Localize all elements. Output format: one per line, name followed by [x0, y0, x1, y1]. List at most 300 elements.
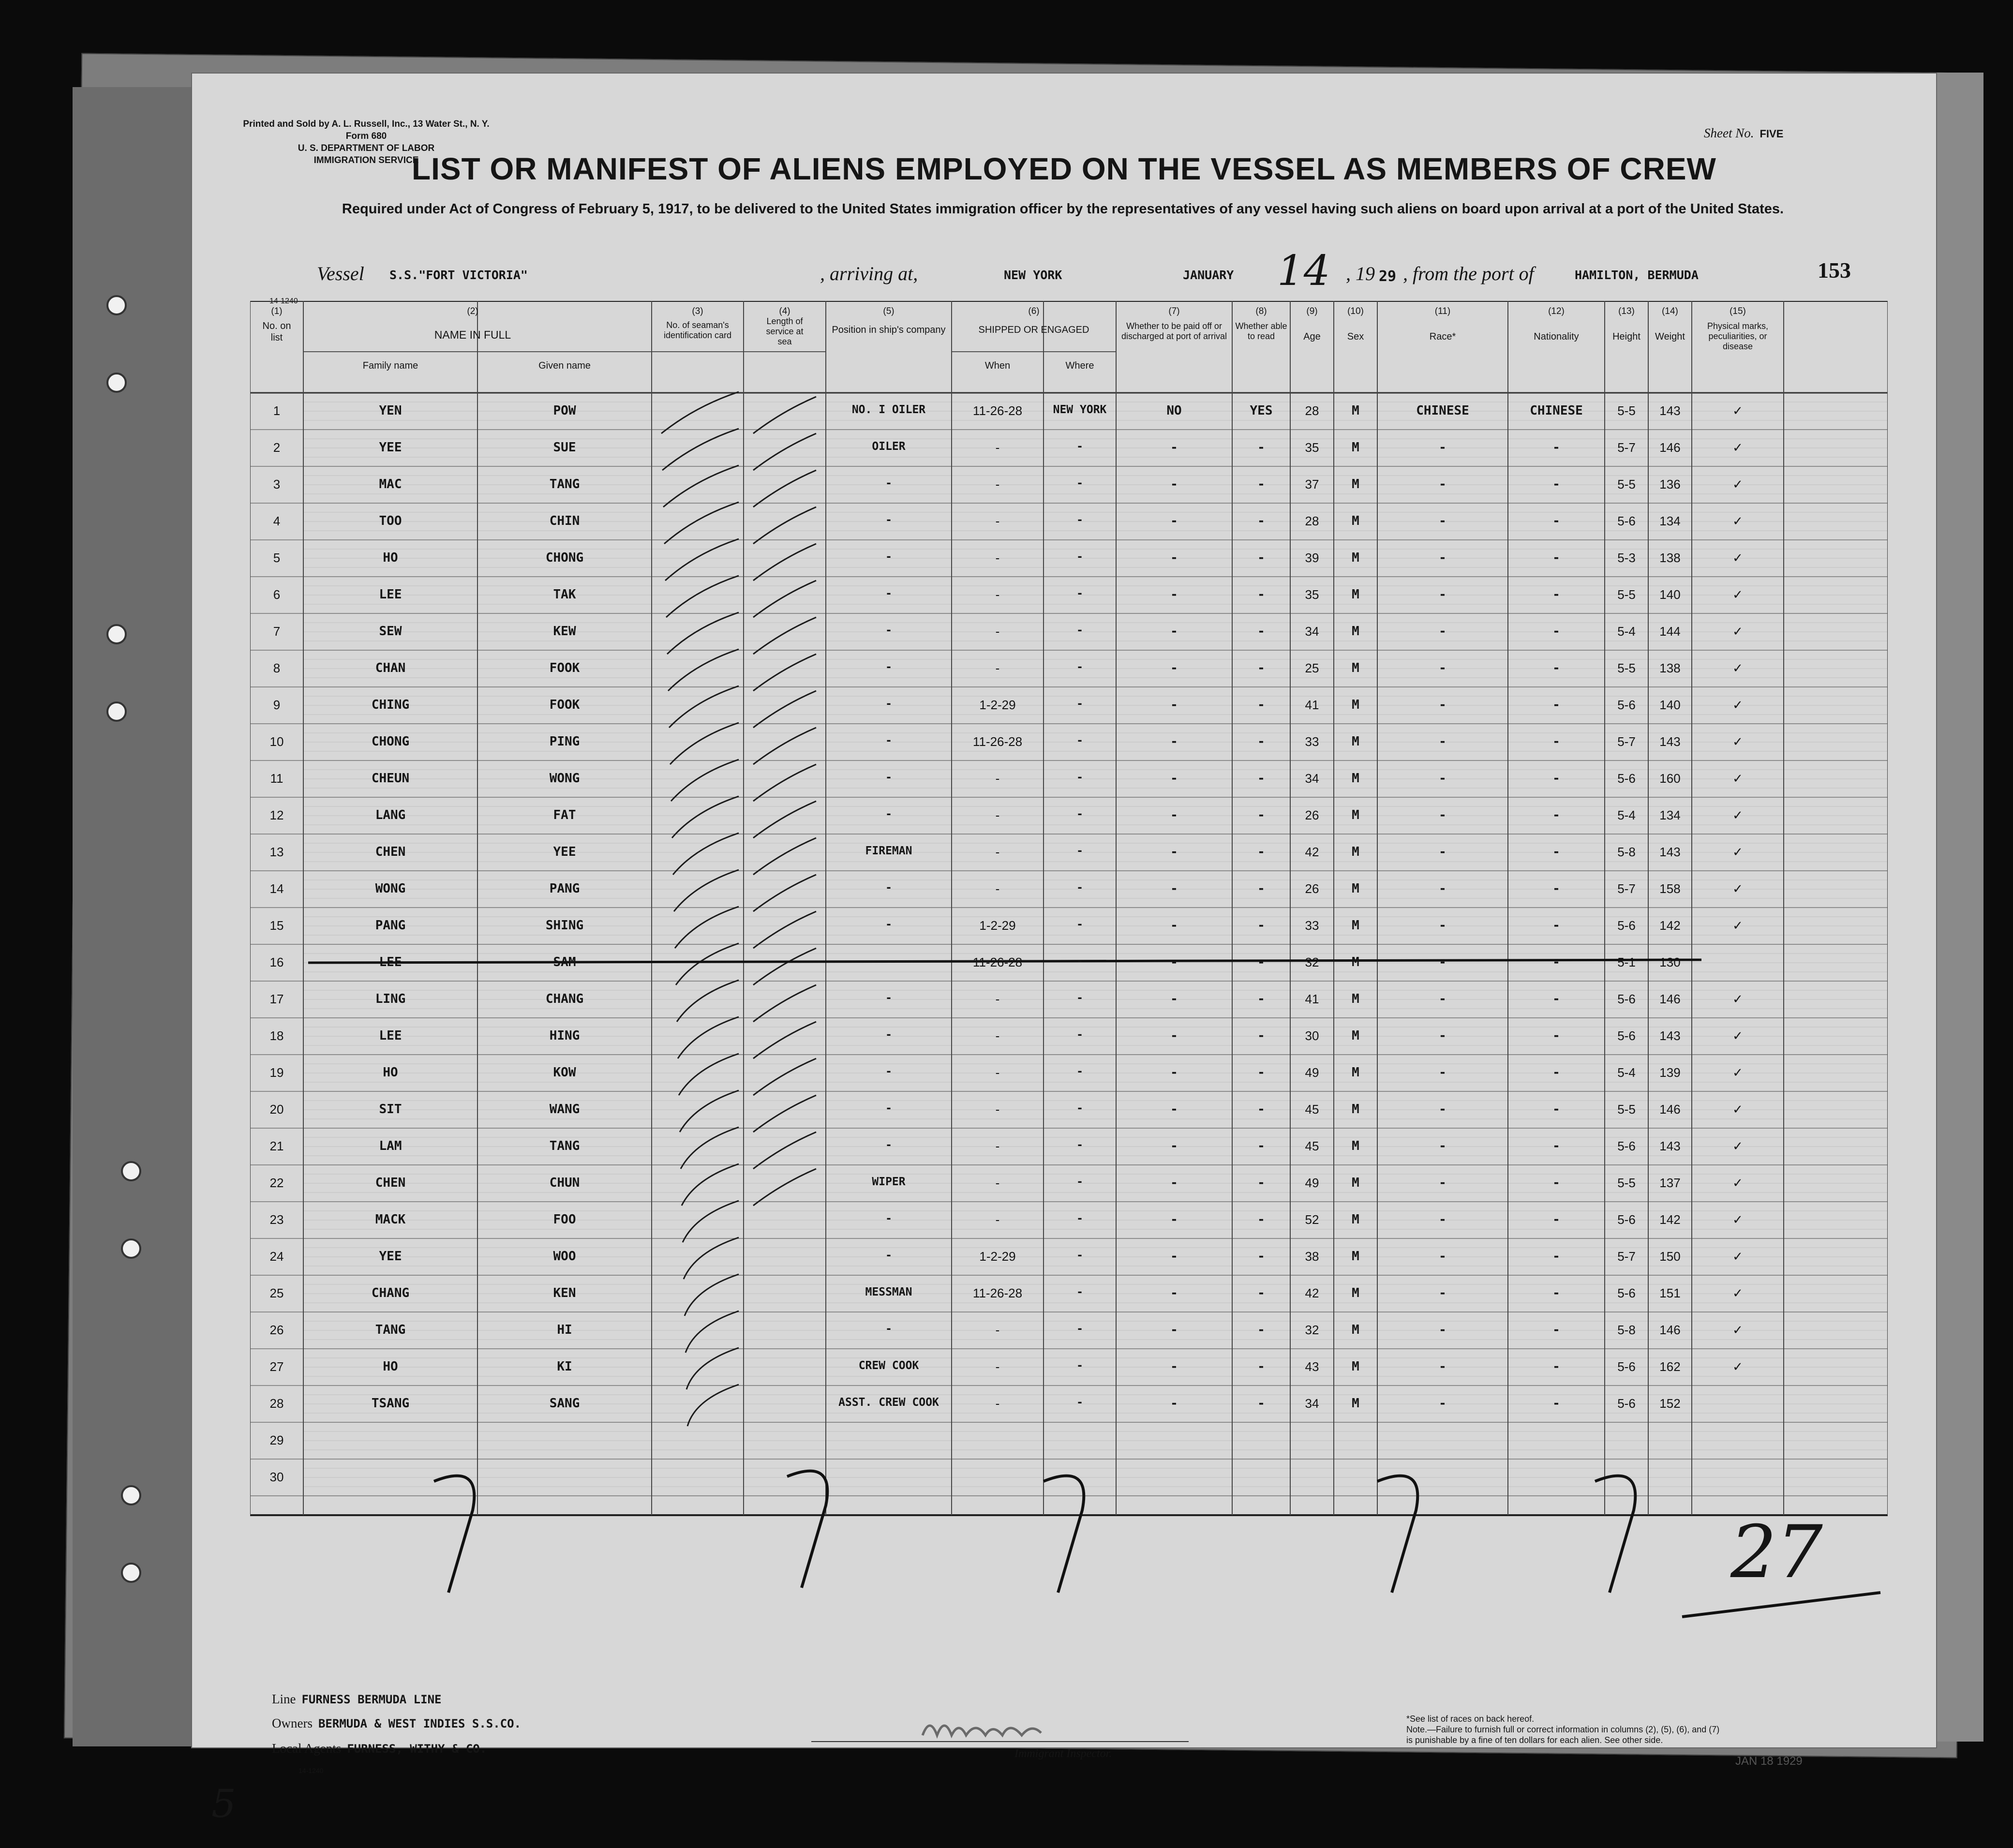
able-to-read: - [1257, 1249, 1265, 1264]
shipped-where: - [1076, 1102, 1083, 1115]
row-number: 25 [269, 1286, 284, 1300]
header-able-read: Whether able to read [1235, 321, 1287, 341]
given-name: HI [557, 1323, 572, 1337]
sex: M [1352, 992, 1359, 1006]
weight: 142 [1659, 918, 1681, 933]
sex: M [1352, 477, 1359, 492]
shipped-when: - [995, 661, 1000, 675]
shipped-when: - [995, 808, 1000, 822]
paid-off: - [1170, 1028, 1178, 1043]
row-number: 29 [269, 1433, 284, 1447]
position: - [885, 551, 892, 563]
height: 5-6 [1617, 1396, 1636, 1411]
position: - [885, 992, 892, 1004]
crew-table [250, 301, 1888, 1631]
able-to-read: - [1257, 587, 1265, 602]
family-name: TOO [379, 514, 402, 528]
sex: M [1352, 1028, 1359, 1043]
nationality: - [1552, 771, 1560, 786]
col-10-number: (10) [1347, 306, 1364, 316]
row-number: 7 [273, 624, 281, 639]
physical-mark: ✓ [1732, 808, 1743, 822]
shipped-where: - [1076, 1139, 1083, 1151]
shipped-when: 1-2-29 [979, 1249, 1016, 1264]
age: 26 [1305, 881, 1319, 896]
height: 5-4 [1617, 624, 1636, 639]
physical-mark: ✓ [1732, 1102, 1743, 1117]
race: - [1439, 881, 1446, 896]
row-number: 4 [273, 514, 281, 528]
agents-value: FURNESS, WITHY & CO. [347, 1742, 487, 1756]
weight: 150 [1659, 1249, 1681, 1264]
race: - [1439, 1212, 1446, 1227]
able-to-read: - [1257, 1323, 1265, 1337]
weight: 146 [1659, 1323, 1681, 1337]
nationality: - [1552, 1396, 1560, 1411]
position: - [885, 661, 892, 673]
physical-mark: ✓ [1732, 1212, 1743, 1227]
family-name: TSANG [371, 1396, 410, 1411]
weight: 139 [1659, 1065, 1681, 1080]
row-number: 17 [269, 992, 284, 1006]
race: CHINESE [1416, 403, 1469, 418]
physical-mark: ✓ [1732, 514, 1743, 528]
able-to-read: - [1257, 808, 1265, 822]
sex: M [1352, 624, 1359, 639]
family-name: PANG [375, 918, 406, 933]
line-label: Line [272, 1692, 296, 1706]
shipped-where: - [1076, 881, 1083, 894]
able-to-read: - [1257, 661, 1265, 675]
weight: 143 [1659, 1139, 1681, 1153]
shipped-where: - [1076, 1028, 1083, 1041]
given-name: SHING [545, 918, 584, 933]
printer-line: Printed and Sold by A. L. Russell, Inc., 13 Water St., N. Y. [243, 119, 490, 129]
nationality: - [1552, 1286, 1560, 1300]
paid-off: - [1170, 698, 1178, 712]
given-name: WOO [553, 1249, 576, 1264]
family-name: LING [375, 992, 406, 1006]
header-family-name: Family name [362, 360, 418, 371]
physical-mark: ✓ [1732, 1249, 1743, 1264]
height: 5-5 [1617, 1176, 1636, 1190]
height: 5-4 [1617, 1065, 1636, 1080]
physical-mark: ✓ [1732, 1065, 1743, 1080]
header-height: Height [1612, 331, 1640, 342]
position: - [885, 918, 892, 931]
weight: 143 [1659, 1028, 1681, 1043]
punch-hole [106, 373, 127, 393]
race: - [1439, 1249, 1446, 1264]
given-name: SAM [553, 955, 576, 969]
position: WIPER [872, 1176, 906, 1188]
given-name: TAK [553, 587, 576, 602]
punch-hole [121, 1161, 141, 1181]
position: - [885, 514, 892, 526]
shipped-where: - [1076, 440, 1083, 453]
nationality: - [1552, 918, 1560, 933]
paid-off: - [1170, 1176, 1178, 1190]
shipped-when: - [995, 440, 1000, 455]
nationality: - [1552, 477, 1560, 492]
shipped-when: 11-26-28 [972, 1286, 1023, 1300]
given-name: KEN [553, 1286, 576, 1300]
able-to-read: - [1257, 1028, 1265, 1043]
shipped-when: - [995, 1102, 1000, 1117]
punch-hole [121, 1238, 141, 1259]
vessel-label: Vessel [317, 263, 364, 284]
able-to-read: - [1257, 1102, 1265, 1117]
manifest-form [191, 73, 1937, 1826]
able-to-read: - [1257, 845, 1265, 859]
row-number: 21 [269, 1139, 284, 1153]
race: - [1439, 1359, 1446, 1374]
race: - [1439, 808, 1446, 822]
given-name: CHUN [549, 1176, 580, 1190]
shipped-when: - [995, 845, 1000, 859]
able-to-read: - [1257, 1176, 1265, 1190]
paid-off: - [1170, 845, 1178, 859]
punch-hole [106, 624, 127, 644]
age: 52 [1305, 1212, 1319, 1227]
physical-mark: ✓ [1732, 992, 1743, 1006]
header-race: Race* [1429, 331, 1456, 342]
shipped-when: - [995, 1065, 1000, 1080]
physical-mark: ✓ [1732, 918, 1743, 933]
paid-off: - [1170, 992, 1178, 1006]
position: - [885, 1139, 892, 1151]
nationality: - [1552, 1176, 1560, 1190]
able-to-read: - [1257, 992, 1265, 1006]
given-name: TANG [549, 477, 580, 492]
row-number: 13 [269, 845, 284, 859]
shipped-where: - [1076, 1396, 1083, 1409]
age: 34 [1305, 771, 1319, 786]
row-number: 30 [269, 1470, 284, 1484]
physical-mark: ✓ [1732, 1359, 1743, 1374]
position: - [885, 1065, 892, 1078]
sex: M [1352, 587, 1359, 602]
header-length-service: Length of service at sea [766, 316, 804, 346]
header-physical-marks: Physical marks, peculiarities, or disease [1707, 321, 1769, 351]
row-number: 23 [269, 1212, 284, 1227]
sex: M [1352, 771, 1359, 786]
height: 5-4 [1617, 808, 1636, 822]
age: 25 [1305, 661, 1319, 675]
family-name: SIT [379, 1102, 402, 1117]
family-name: WONG [375, 881, 406, 896]
weight: 138 [1659, 551, 1681, 565]
shipped-where: - [1076, 1359, 1083, 1372]
sex: M [1352, 1102, 1359, 1117]
age: 28 [1305, 514, 1319, 528]
height: 5-5 [1617, 403, 1636, 418]
race: - [1439, 440, 1446, 455]
height: 5-5 [1617, 1102, 1636, 1117]
race: - [1439, 1396, 1446, 1411]
physical-mark: ✓ [1732, 771, 1743, 786]
sex: M [1352, 403, 1359, 418]
paid-off: - [1170, 1065, 1178, 1080]
family-name: CHEUN [371, 771, 410, 786]
age: 37 [1305, 477, 1319, 492]
family-name: LEE [379, 587, 402, 602]
height: 5-6 [1617, 1286, 1636, 1300]
weight: 137 [1659, 1176, 1681, 1190]
paid-off: - [1170, 514, 1178, 528]
row-number: 10 [269, 734, 284, 749]
punch-hole [106, 701, 127, 722]
row-number: 19 [269, 1065, 284, 1080]
sex: M [1352, 1212, 1359, 1227]
position: - [885, 1102, 892, 1115]
position: - [885, 771, 892, 784]
shipped-where: - [1076, 1286, 1083, 1298]
height: 5-7 [1617, 881, 1636, 896]
position: MESSMAN [865, 1286, 912, 1298]
position: ASST. CREW COOK [838, 1396, 939, 1409]
row-number: 11 [270, 771, 283, 786]
shipped-when: - [995, 1028, 1000, 1043]
age: 34 [1305, 624, 1319, 639]
shipped-where: - [1076, 661, 1083, 673]
shipped-where: - [1076, 955, 1083, 968]
arrival-year: 29 [1379, 268, 1397, 285]
race: - [1439, 1028, 1446, 1043]
shipped-where: NEW YORK [1053, 403, 1107, 416]
able-to-read: - [1257, 698, 1265, 712]
physical-mark: ✓ [1732, 403, 1743, 418]
age: 41 [1305, 698, 1319, 712]
arrival-port: NEW YORK [1004, 268, 1062, 282]
age: 33 [1305, 918, 1319, 933]
sex: M [1352, 734, 1359, 749]
weight: 143 [1659, 734, 1681, 749]
shipped-where: - [1076, 992, 1083, 1004]
family-name: CHAN [375, 661, 406, 675]
paid-off: NO [1166, 403, 1182, 418]
shipped-where: - [1076, 1212, 1083, 1225]
family-name: YEN [379, 403, 402, 418]
race: - [1439, 587, 1446, 602]
shipped-when: - [995, 1396, 1000, 1411]
paid-off: - [1170, 661, 1178, 675]
year-prefix: , 19 [1346, 263, 1375, 284]
weight: 160 [1659, 771, 1681, 786]
nationality: - [1552, 1065, 1560, 1080]
paid-off: - [1170, 1396, 1178, 1411]
able-to-read: - [1257, 514, 1265, 528]
able-to-read: - [1257, 918, 1265, 933]
race: - [1439, 918, 1446, 933]
nationality: - [1552, 440, 1560, 455]
sex: M [1352, 808, 1359, 822]
age: 28 [1305, 403, 1319, 418]
paid-off: - [1170, 918, 1178, 933]
form-code: 14-1240 [269, 297, 298, 305]
position: NO. I OILER [851, 403, 926, 416]
given-name: CHONG [545, 551, 584, 565]
height: 5-3 [1617, 551, 1636, 565]
height: 5-6 [1617, 918, 1636, 933]
arrival-month: JANUARY [1183, 268, 1234, 282]
able-to-read: - [1257, 1139, 1265, 1153]
position: - [885, 1028, 892, 1041]
form-number: Form 680 [345, 131, 387, 141]
shipped-when: - [995, 881, 1000, 896]
race: - [1439, 698, 1446, 712]
given-name: FOOK [549, 698, 580, 712]
physical-mark: ✓ [1732, 1323, 1743, 1337]
physical-mark: ✓ [1732, 624, 1743, 639]
paid-off: - [1170, 624, 1178, 639]
race: - [1439, 514, 1446, 528]
race: - [1439, 1139, 1446, 1153]
sheet-label: Sheet No. [1704, 126, 1754, 140]
able-to-read: - [1257, 551, 1265, 565]
col-7-number: (7) [1168, 306, 1180, 316]
race: - [1439, 1065, 1446, 1080]
family-name: SEW [379, 624, 402, 639]
sex: M [1352, 1139, 1359, 1153]
race: - [1439, 845, 1446, 859]
shipped-when: - [995, 1212, 1000, 1227]
given-name: KI [557, 1359, 572, 1374]
shipped-where: - [1076, 1176, 1083, 1188]
row-number: 24 [269, 1249, 284, 1264]
position: OILER [872, 440, 906, 453]
sex: M [1352, 955, 1359, 969]
age: 32 [1305, 1323, 1319, 1337]
nationality: - [1552, 955, 1560, 969]
col-9-number: (9) [1306, 306, 1318, 316]
height: 5-6 [1617, 514, 1636, 528]
height: 5-6 [1617, 1212, 1636, 1227]
paid-off: - [1170, 955, 1178, 969]
given-name: PANG [549, 881, 580, 896]
nationality: - [1552, 1028, 1560, 1043]
footnotes [1406, 1714, 1721, 1745]
physical-mark: ✓ [1732, 845, 1743, 859]
family-name: YEE [379, 1249, 402, 1264]
shipped-when: - [995, 587, 1000, 602]
weight: 136 [1659, 477, 1681, 492]
sex: M [1352, 918, 1359, 933]
sex: M [1352, 1065, 1359, 1080]
race: - [1439, 1286, 1446, 1300]
weight: 140 [1659, 698, 1681, 712]
paid-off: - [1170, 477, 1178, 492]
nationality: - [1552, 551, 1560, 565]
shipped-where: - [1076, 734, 1083, 747]
weight: 134 [1659, 808, 1681, 822]
paid-off: - [1170, 1102, 1178, 1117]
weight: 143 [1659, 845, 1681, 859]
shipped-where: - [1076, 587, 1083, 600]
header-given-name: Given name [538, 360, 591, 371]
able-to-read: - [1257, 1359, 1265, 1374]
height: 5-7 [1617, 440, 1636, 455]
age: 42 [1305, 1286, 1319, 1300]
sheet-number [1704, 126, 1783, 141]
sex: M [1352, 1396, 1359, 1411]
weight: 162 [1659, 1359, 1681, 1374]
position: - [885, 1323, 892, 1335]
age: 43 [1305, 1359, 1319, 1374]
inspector-signature [811, 1709, 1198, 1747]
vessel-line [317, 247, 1865, 295]
age: 45 [1305, 1102, 1319, 1117]
age: 32 [1305, 955, 1319, 969]
physical-mark: ✓ [1732, 440, 1743, 455]
family-name: HO [383, 1065, 398, 1080]
family-name: MAC [379, 477, 402, 492]
shipped-where: - [1076, 845, 1083, 857]
department-name: U. S. DEPARTMENT OF LABOR [298, 143, 435, 153]
height: 5-5 [1617, 661, 1636, 675]
sex: M [1352, 1249, 1359, 1264]
given-name: CHIN [549, 514, 580, 528]
nationality: - [1552, 808, 1560, 822]
given-name: SANG [549, 1396, 580, 1411]
given-name: FOOK [549, 661, 580, 675]
age: 45 [1305, 1139, 1319, 1153]
header-shipped: SHIPPED OR ENGAGED [978, 325, 1089, 335]
nationality: - [1552, 1249, 1560, 1264]
race: - [1439, 624, 1446, 639]
sex: M [1352, 440, 1359, 455]
weight: 146 [1659, 992, 1681, 1006]
row-number: 20 [269, 1102, 284, 1117]
header-nationality: Nationality [1534, 331, 1579, 342]
row-number: 16 [269, 955, 284, 969]
row-number: 15 [269, 918, 284, 933]
nationality: - [1552, 881, 1560, 896]
height: 5-7 [1617, 734, 1636, 749]
family-name: CHEN [375, 845, 406, 859]
row-number: 18 [269, 1028, 284, 1043]
height: 5-6 [1617, 992, 1636, 1006]
handwritten-total: 27 [1730, 1510, 1823, 1595]
row-number: 26 [269, 1323, 284, 1337]
shipped-where: - [1076, 698, 1083, 710]
penalty-note: Note.—Failure to furnish full or correct information in columns (2), (5), (6), and (7) is punishable by a fine of ten dollars for each alien. See other side. [1406, 1725, 1720, 1745]
col-5-number: (5) [883, 306, 895, 316]
header-paid-off: Whether to be paid off or discharged at port of arrival [1121, 321, 1227, 341]
col-6-number: (6) [1028, 306, 1040, 316]
weight: 158 [1659, 881, 1681, 896]
age: 30 [1305, 1028, 1319, 1043]
shipped-when: - [995, 1359, 1000, 1374]
punch-hole [121, 1563, 141, 1583]
punch-hole [106, 295, 127, 315]
height: 5-6 [1617, 771, 1636, 786]
sex: M [1352, 1176, 1359, 1190]
paid-off: - [1170, 1359, 1178, 1374]
physical-mark: ✓ [1732, 551, 1743, 565]
shipped-where: - [1076, 551, 1083, 563]
position: FIREMAN [865, 845, 912, 857]
header-where: Where [1065, 360, 1094, 371]
sex: M [1352, 1359, 1359, 1374]
height: 5-6 [1617, 1139, 1636, 1153]
race: - [1439, 771, 1446, 786]
age: 49 [1305, 1176, 1319, 1190]
given-name: POW [553, 403, 576, 418]
shipped-when: - [995, 1139, 1000, 1153]
shipped-when: 1-2-29 [979, 698, 1016, 712]
given-name: SUE [553, 440, 576, 455]
